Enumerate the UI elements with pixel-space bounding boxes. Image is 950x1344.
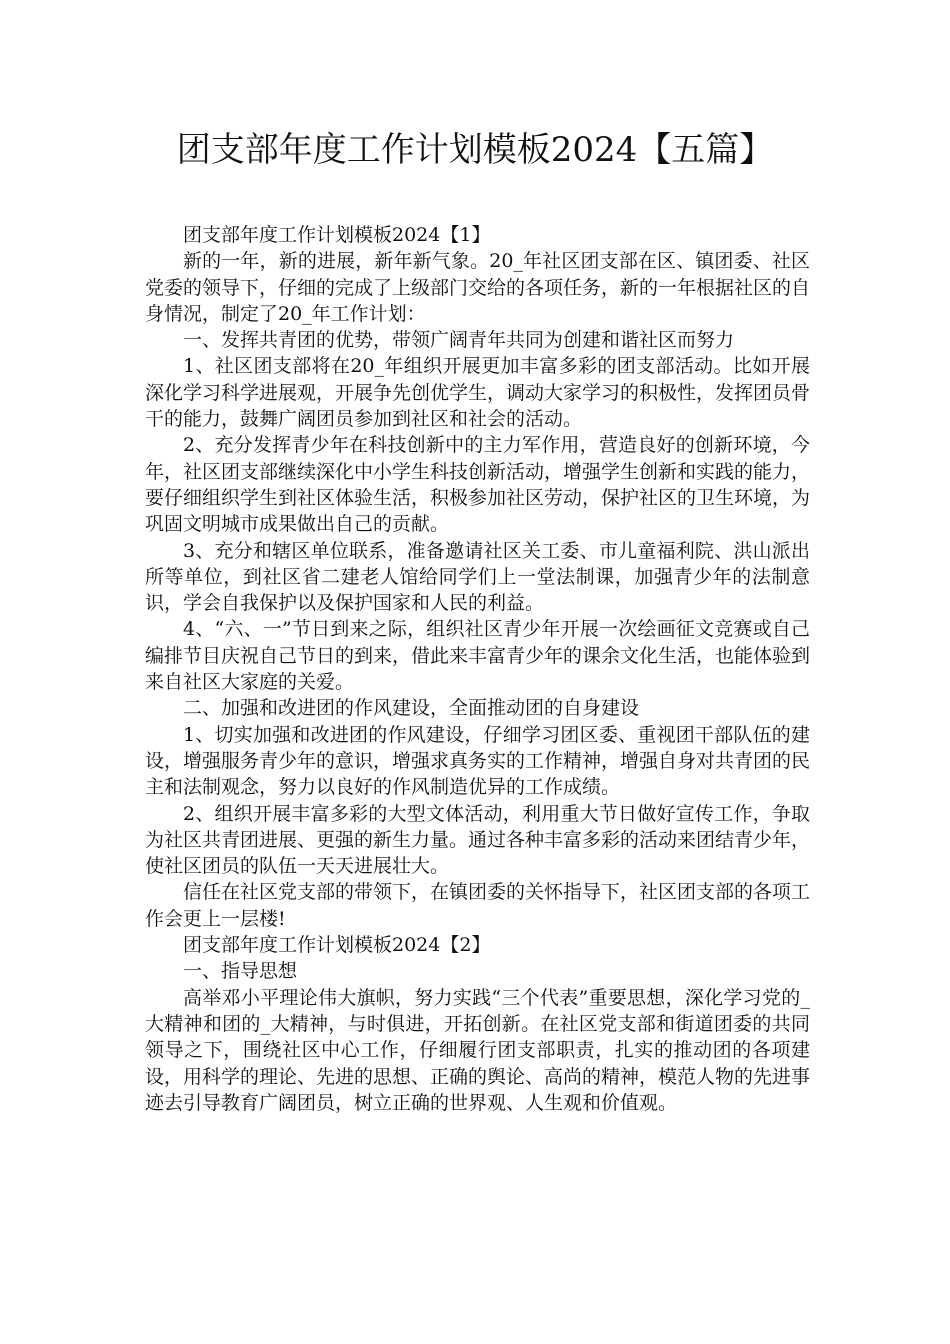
guiding-thought-paragraph: 高举邓小平理论伟大旗帜，努力实践“三个代表”重要思想，深化学习党的_大精神和团的_大精神，与时俱进，开拓创新。在社区党支部和街道团委的共同领导之下，围绕社区中心工作，仔细履行团支部职责，扎实的推动团的各项建设，用科学的理论、先进的思想、正确的舆论、高尚的精神，模范人物的先进事迹去引导教育广阔团员，树立正确的世界观、人生观和价值观。: [145, 986, 811, 1114]
heading-part-2: 二、加强和改进团的作风建设，全面推动团的自身建设: [183, 697, 640, 720]
intro-paragraph: 新的一年，新的进展，新年新气象。20_年社区团支部在区、镇团委、社区党委的领导下，仔细的完成了上级部门交给的各项任务，新的一年根据社区的自身情况，制定了20_年工作计划：: [145, 250, 811, 325]
section-title-2: 团支部年度工作计划模板2024【2】: [183, 934, 491, 957]
section-title-1: 团支部年度工作计划模板2024【1】: [183, 224, 491, 246]
heading-part-1: 一、发挥共青团的优势，带领广阔青年共同为创建和谐社区而努力: [183, 329, 735, 352]
item-2: 2、充分发挥青少年在科技创新中的主力军作用，营造良好的创新环境，今年，社区团支部继续深化中小学生科技创新活动，增强学生创新和实践的能力，要仔细组织学生到社区体验生活，积极参加社区劳动，保护社区的卫生环境，为巩固文明城市成果做出自己的贡献。: [145, 434, 811, 536]
document-body: [145, 222, 810, 1116]
item-2-2: 2、组织开展丰富多彩的大型文体活动，利用重大节日做好宣传工作，争取为社区共青团进展、更强的新生力量。通过各种丰富多彩的活动来团结青少年，使社区团员的队伍一天天进展壮大。: [145, 802, 811, 878]
document-title: 团支部年度工作计划模板2024【五篇】: [176, 130, 774, 170]
item-2-1: 1、切实加强和改进团的作风建设，仔细学习团区委、重视团干部队伍的建设，增强服务青少年的意识，增强求真务实的工作精神，增强自身对共青团的民主和法制观念，努力以良好的作风制造优异的工作成绩。: [145, 723, 811, 799]
item-1: 1、社区团支部将在20_年组织开展更加丰富多彩的团支部活动。比如开展深化学习科学进展观，开展争先创优学生，调动大家学习的积极性，发挥团员骨干的能力，鼓舞广阔团员参加到社区和社会的活动。: [145, 355, 811, 431]
item-4: 4、“六、一”节日到来之际，组织社区青少年开展一次绘画征文竞赛或自己编排节目庆祝自己节日的到来，借此来丰富青少年的课余文化生活，也能体验到来自社区大家庭的关爱。: [145, 618, 811, 694]
item-3: 3、充分和辖区单位联系，准备邀请社区关工委、市儿童福利院、洪山派出所等单位，到社区省二建老人馆给同学们上一堂法制课，加强青少年的法制意识，学会自我保护以及保护国家和人民的利益。: [145, 539, 810, 615]
closing-paragraph: 信任在社区党支部的带领下，在镇团委的关怀指导下，社区团支部的各项工作会更上一层楼!: [145, 881, 811, 930]
heading-guiding-thought: 一、指导思想: [183, 960, 298, 983]
